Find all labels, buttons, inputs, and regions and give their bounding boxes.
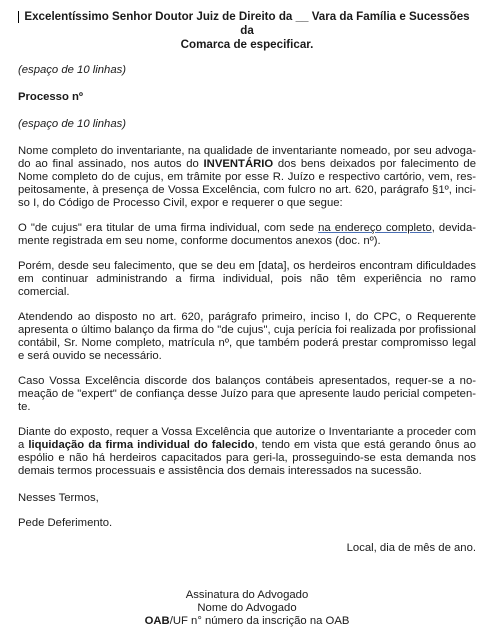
paragraph-intro-bold: INVENTÁRIO bbox=[203, 158, 274, 170]
paragraph-request-text-a: Diante do exposto, requer a Vossa Excelência que autorize o Inventariante a proceder com a bbox=[18, 426, 476, 451]
place-date: Local, dia de mês de ano. bbox=[346, 542, 476, 554]
processo-label: Processo nº bbox=[18, 91, 84, 103]
paragraph-intro bbox=[18, 145, 476, 210]
oab-number: /UF n° número da inscrição na OAB bbox=[169, 615, 350, 627]
paragraph-expert: Caso Vossa Excelência discorde dos balanços contábeis apresentados, requer-se a no-meação de "expert" de confiança desse Juízo para que apresente laudo pericial competen-te. bbox=[18, 375, 476, 413]
oab-line bbox=[18, 615, 476, 628]
paragraph-firm bbox=[18, 222, 476, 248]
header-line-1: Excelentíssimo Senhor Doutor Juiz de Direito da __ Vara da Família e Sucessões da bbox=[24, 10, 470, 37]
paragraph-intro-text-b: dos bens deixados por falecimento de Nome completo do de cujus, em trâmite por esse R. Juízo e respectivo cartório, vem, res-peitosamente, à presença de Vossa Excelência, com fulcro no art. 620, parágrafo §1º, inci-so I, do Código de Processo Civil, expor e requerer o que segue: bbox=[18, 158, 476, 209]
text-cursor bbox=[18, 11, 19, 23]
paragraph-request bbox=[18, 426, 476, 478]
paragraph-request-bold: liquidação da firma individual do falecido bbox=[28, 439, 255, 451]
signature-line: Assinatura do Advogado bbox=[185, 589, 309, 601]
paragraph-request-text-b: , tendo em vista que está gerando ônus ao espólio e não há herdeiros capacitados para geri-la, prosseguindo-se esta demanda nos demais termos processuais e assistência dos demais interessados na sucessão. bbox=[18, 439, 476, 477]
paragraph-firm-text-b: , devida-mente registrada em seu nome, conforme documentos anexos (doc. nº). bbox=[18, 222, 476, 247]
address-placeholder: na endereço completo bbox=[318, 222, 432, 234]
paragraph-intro-text-a: Nome completo do inventariante, na qualidade de inventariante nomeado, por seu advoga-do ao final assinado, nos autos do bbox=[18, 145, 476, 170]
spacing-note-1: (espaço de 10 linhas) bbox=[18, 64, 127, 76]
signature-block bbox=[18, 589, 476, 628]
oab-label: OAB bbox=[144, 615, 170, 627]
paragraph-firm-text-a: O "de cujus" era titular de uma firma individual, com sede bbox=[18, 222, 319, 234]
spacing-note-2: (espaço de 10 linhas) bbox=[18, 118, 127, 130]
document-page bbox=[18, 10, 476, 628]
closing-terms: Nesses Termos, bbox=[18, 492, 99, 504]
closing-request: Pede Deferimento. bbox=[18, 517, 113, 529]
lawyer-name: Nome do Advogado bbox=[197, 602, 297, 614]
paragraph-balance: Atendendo ao disposto no art. 620, parágrafo primeiro, inciso I, do CPC, o Requerente apresenta o último balanço da firma do "de cujus", cuja perícia foi realizada por profissional contábil, Sr. Nome completo, matrícula nº, que também poderá prestar compromisso legal e será ouvido se necessário. bbox=[18, 311, 476, 362]
document-header bbox=[18, 10, 476, 52]
header-line-2: Comarca de especificar. bbox=[180, 38, 314, 51]
paragraph-difficulties: Porém, desde seu falecimento, que se deu em [data], os herdeiros encontram dificuldades em continuar administrando a firma individual, pois não têm experiência no ramo comercial. bbox=[18, 260, 476, 298]
